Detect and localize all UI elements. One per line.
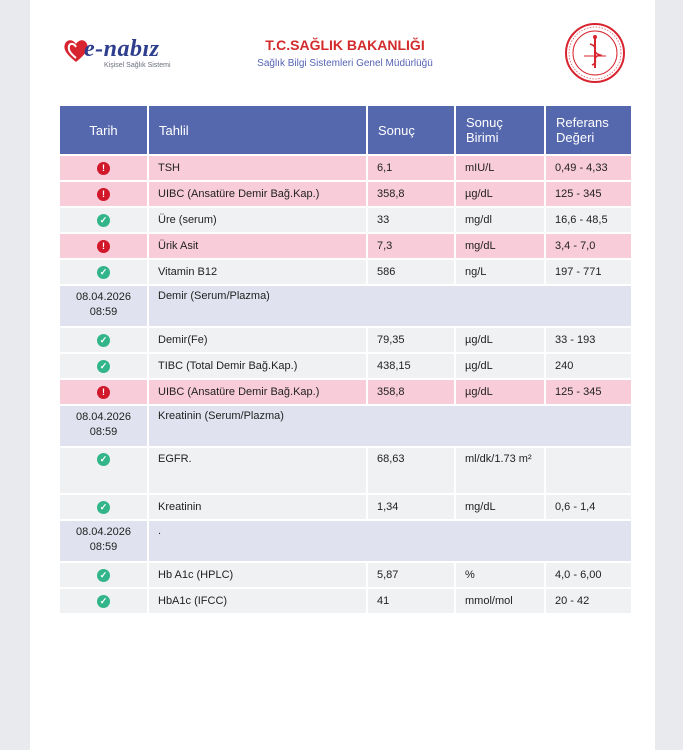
test-reference: 197 - 771 <box>546 260 631 284</box>
group-date: 08.04.2026 <box>75 411 132 423</box>
group-header-row <box>60 286 631 326</box>
check-circle-icon: ✓ <box>97 266 110 279</box>
test-reference: 0,49 - 4,33 <box>546 156 631 180</box>
check-circle-icon: ✓ <box>97 360 110 373</box>
status-cell <box>60 156 147 180</box>
test-reference: 20 - 42 <box>546 589 631 613</box>
test-name: Vitamin B12 <box>149 260 366 284</box>
test-value: 68,63 <box>368 448 454 493</box>
test-unit: mg/dl <box>456 208 544 232</box>
test-reference: 16,6 - 48,5 <box>546 208 631 232</box>
test-unit: ml/dk/1.73 m² <box>456 448 544 493</box>
group-header-row <box>60 521 631 561</box>
group-name: Kreatinin (Serum/Plazma) <box>149 406 631 446</box>
check-circle-icon: ✓ <box>97 569 110 582</box>
table-row <box>60 563 631 587</box>
check-circle-icon: ✓ <box>97 501 110 514</box>
group-name: Demir (Serum/Plazma) <box>149 286 631 326</box>
test-unit: % <box>456 563 544 587</box>
status-cell <box>60 260 147 284</box>
test-name: TSH <box>149 156 366 180</box>
status-cell <box>60 182 147 206</box>
group-header-row <box>60 406 631 446</box>
test-value: 6,1 <box>368 156 454 180</box>
test-name: Üre (serum) <box>149 208 366 232</box>
test-unit: mIU/L <box>456 156 544 180</box>
table-row <box>60 495 631 519</box>
group-date-cell <box>60 521 147 561</box>
test-name: Demir(Fe) <box>149 328 366 352</box>
exclamation-circle-icon: ! <box>97 386 110 399</box>
logo-text: e-nabız <box>84 36 160 62</box>
test-reference <box>546 448 631 493</box>
test-name: HbA1c (IFCC) <box>149 589 366 613</box>
table-row <box>60 260 631 284</box>
table-row <box>60 182 631 206</box>
status-cell <box>60 234 147 258</box>
test-unit: mmol/mol <box>456 589 544 613</box>
status-cell <box>60 328 147 352</box>
group-time: 08:59 <box>89 426 118 438</box>
group-time: 08:59 <box>89 541 118 553</box>
group-date: 08.04.2026 <box>75 526 132 538</box>
lab-results-table <box>58 104 633 615</box>
test-name: UIBC (Ansatüre Demir Bağ.Kap.) <box>149 380 366 404</box>
report-page <box>30 0 655 750</box>
test-value: 438,15 <box>368 354 454 378</box>
test-value: 79,35 <box>368 328 454 352</box>
test-reference: 33 - 193 <box>546 328 631 352</box>
check-circle-icon: ✓ <box>97 334 110 347</box>
column-header-tarih: Tarih <box>60 106 147 154</box>
check-circle-icon: ✓ <box>97 453 110 466</box>
table-row <box>60 156 631 180</box>
test-value: 586 <box>368 260 454 284</box>
test-name: Ürik Asit <box>149 234 366 258</box>
exclamation-circle-icon: ! <box>97 188 110 201</box>
test-value: 41 <box>368 589 454 613</box>
test-name: Hb A1c (HPLC) <box>149 563 366 587</box>
table-body <box>60 156 631 613</box>
status-cell <box>60 563 147 587</box>
table-row <box>60 234 631 258</box>
test-name: UIBC (Ansatüre Demir Bağ.Kap.) <box>149 182 366 206</box>
test-value: 1,34 <box>368 495 454 519</box>
test-unit: µg/dL <box>456 380 544 404</box>
test-unit: ng/L <box>456 260 544 284</box>
ministry-title: T.C.SAĞLIK BAKANLIĞI <box>265 37 425 53</box>
column-header-sonuc-birimi: Sonuç Birimi <box>456 106 544 154</box>
test-name: EGFR. <box>149 448 366 493</box>
status-cell <box>60 354 147 378</box>
test-unit: µg/dL <box>456 354 544 378</box>
enabiz-logo <box>62 38 212 78</box>
test-value: 7,3 <box>368 234 454 258</box>
column-header-sonuc: Sonuç <box>368 106 454 154</box>
test-reference: 125 - 345 <box>546 182 631 206</box>
table-row <box>60 328 631 352</box>
check-circle-icon: ✓ <box>97 595 110 608</box>
test-unit: µg/dL <box>456 328 544 352</box>
status-cell <box>60 448 147 493</box>
status-cell <box>60 589 147 613</box>
test-reference: 3,4 - 7,0 <box>546 234 631 258</box>
test-unit: mg/dL <box>456 234 544 258</box>
column-header-tahlil: Tahlil <box>149 106 366 154</box>
table-row <box>60 448 631 493</box>
group-name: . <box>149 521 631 561</box>
group-date-cell <box>60 286 147 326</box>
test-unit: mg/dL <box>456 495 544 519</box>
status-cell <box>60 380 147 404</box>
table-row <box>60 589 631 613</box>
group-time: 08:59 <box>89 306 118 318</box>
table-header-row <box>60 106 631 154</box>
ministry-subtitle: Sağlık Bilgi Sistemleri Genel Müdürlüğü <box>257 58 433 69</box>
test-unit: µg/dL <box>456 182 544 206</box>
status-cell <box>60 208 147 232</box>
table-row <box>60 354 631 378</box>
table-row <box>60 380 631 404</box>
test-value: 358,8 <box>368 182 454 206</box>
ministry-seal-icon <box>564 22 626 84</box>
test-reference: 0,6 - 1,4 <box>546 495 631 519</box>
test-name: Kreatinin <box>149 495 366 519</box>
test-value: 33 <box>368 208 454 232</box>
exclamation-circle-icon: ! <box>97 240 110 253</box>
group-date-cell <box>60 406 147 446</box>
test-name: TIBC (Total Demir Bağ.Kap.) <box>149 354 366 378</box>
exclamation-circle-icon: ! <box>97 162 110 175</box>
table-row <box>60 208 631 232</box>
test-value: 5,87 <box>368 563 454 587</box>
test-reference: 4,0 - 6,00 <box>546 563 631 587</box>
test-value: 358,8 <box>368 380 454 404</box>
check-circle-icon: ✓ <box>97 214 110 227</box>
group-date: 08.04.2026 <box>75 291 132 303</box>
logo-subtitle: Kişisel Sağlık Sistemi <box>104 62 171 69</box>
test-reference: 125 - 345 <box>546 380 631 404</box>
test-reference: 240 <box>546 354 631 378</box>
status-cell <box>60 495 147 519</box>
column-header-referans: Referans Değeri <box>546 106 631 154</box>
